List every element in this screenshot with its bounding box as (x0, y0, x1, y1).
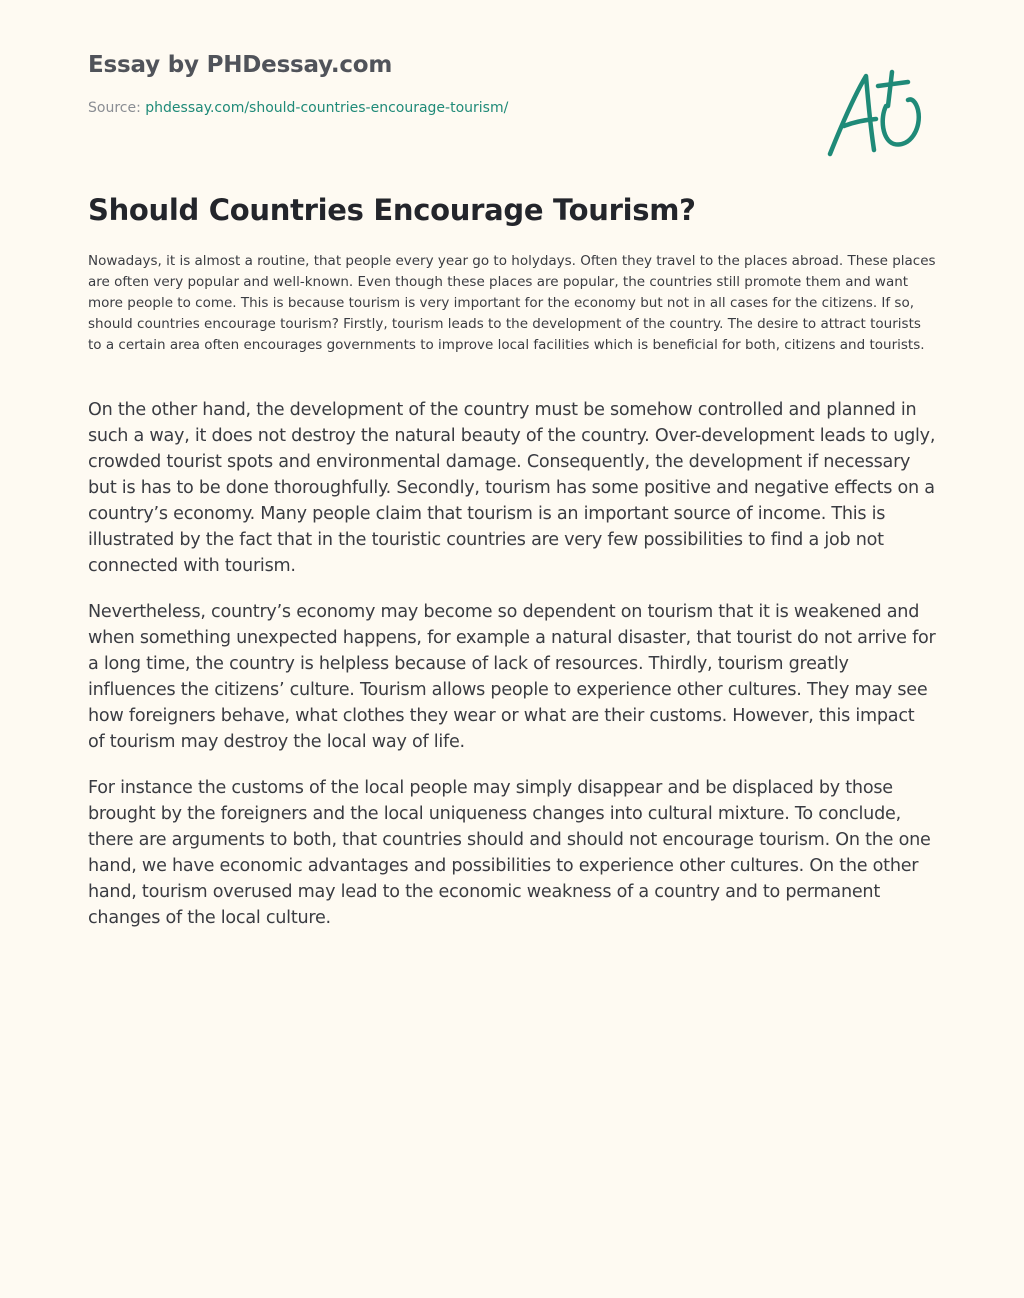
page-header (88, 48, 788, 118)
source-line (88, 98, 788, 118)
essay-paragraph: On the other hand, the development of the country must be somehow controlled and planned in such a way, it does not destroy the natural beauty of the country. Over-development leads to ugly, crowded tourist spots and environmental damage. Consequently, the development if necessary but is has to be done thoroughfully. Secondly, tourism has some positive and negative effects on a country’s economy. Many people claim that tourism is an important source of income. This is illustrated by the fact that in the touristic countries are very few possibilities to find a job not connected with tourism. (88, 400, 936, 576)
a-plus-logo-icon (824, 66, 928, 162)
essay-intro: Nowadays, it is almost a routine, that people every year go to holydays. Often they travel to the places abroad. These places are often very popular and well-known. Even though these places are popular, the countries still promote them and want more people to come. This is because tourism is very important for the economy but not in all cases for the citizens. If so, should countries encourage tourism? Firstly, tourism leads to the development of the country. The desire to attract tourists to a certain area often encourages governments to improve local facilities which is beneficial for both, citizens and tourists. (88, 253, 936, 353)
essay-body (88, 397, 936, 951)
essay-title: Should Countries Encourage Tourism? (88, 193, 696, 227)
essay-paragraph: Nevertheless, country’s economy may become so dependent on tourism that it is weakened and when something unexpected happens, for example a natural disaster, that tourist do not arrive for a long time, the country is helpless because of lack of resources. Thirdly, tourism greatly influences the citizens’ culture. Tourism allows people to experience other cultures. They may see how foreigners behave, what clothes they wear or what are their customs. However, this impact of tourism may destroy the local way of life. (88, 602, 936, 752)
source-label: Source: (88, 100, 146, 116)
source-link[interactable]: phdessay.com/should-countries-encourage-tourism/ (145, 100, 509, 116)
brand-title: Essay by PHDessay.com (88, 52, 393, 78)
essay-paragraph: For instance the customs of the local people may simply disappear and be displaced by those brought by the foreigners and the local uniqueness changes into cultural mixture. To conclude, there are arguments to both, that countries should and should not encourage tourism. On the one hand, we have economic advantages and possibilities to experience other cultures. On the other hand, tourism overused may lead to the economic weakness of a country and to permanent changes of the local culture. (88, 778, 931, 928)
